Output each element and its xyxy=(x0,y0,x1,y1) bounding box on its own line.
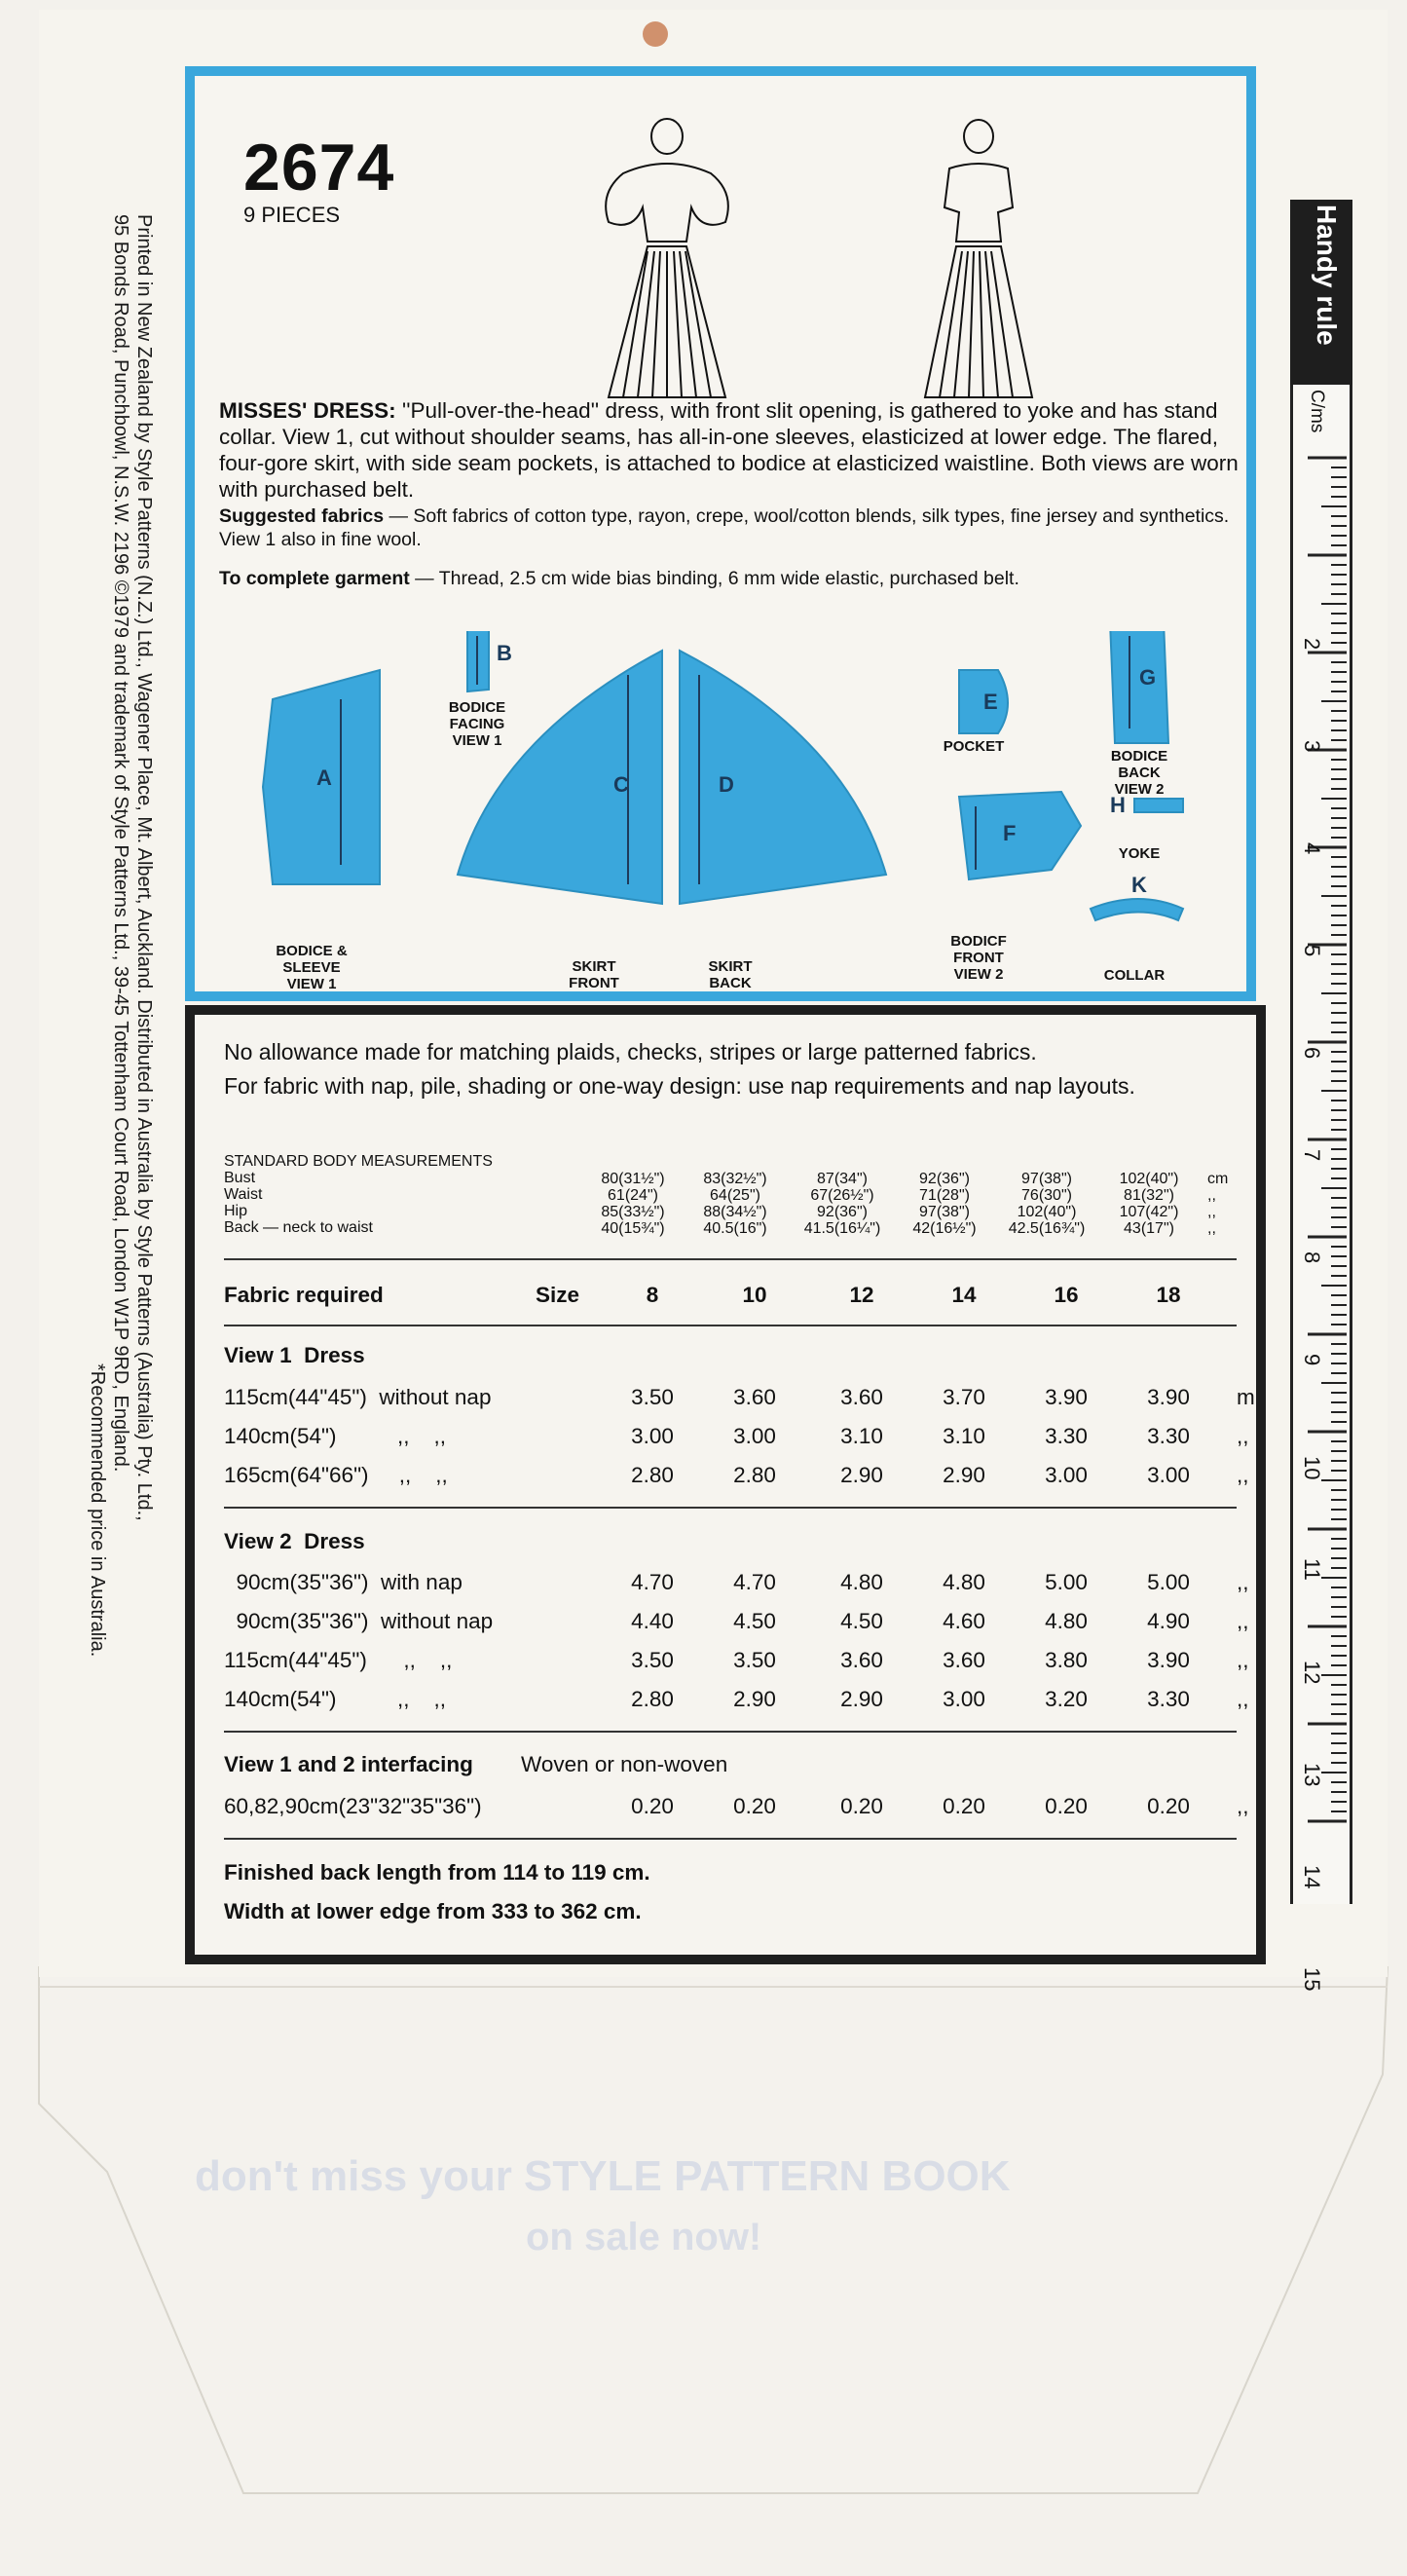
cell: 0.20 xyxy=(733,1794,776,1818)
ruler-number: 7 xyxy=(1300,1149,1324,1162)
piece-a-label xyxy=(253,943,370,992)
ruler-number: 6 xyxy=(1300,1047,1324,1060)
side-imprint-line-1: Printed in New Zealand by Style Patterns (N.Z.) Ltd., Wagener Place, Mt. Albert, Auckland. Distributed in Australia by Style Patterns (Australia) Pty. Ltd., xyxy=(133,214,155,1521)
cell: 3.50 xyxy=(631,1385,674,1409)
table-row xyxy=(224,1424,1256,1453)
size-label: Size xyxy=(536,1283,580,1307)
interfacing-note: Woven or non-woven xyxy=(521,1752,728,1776)
meas-12-bust: 87(34") xyxy=(817,1171,868,1187)
row-label: 140cm(54") ,, ,, xyxy=(224,1424,447,1448)
ruler-unit: C/ms xyxy=(1307,390,1327,433)
cell: 3.10 xyxy=(840,1424,883,1448)
cell: 3.10 xyxy=(943,1424,985,1448)
row-label: 115cm(44"45") ,, ,, xyxy=(224,1648,453,1672)
piece-b-letter: B xyxy=(497,641,512,665)
meas-18-waist: 81(32") xyxy=(1124,1187,1174,1204)
dress-view-2-illustration xyxy=(925,120,1032,397)
table-row xyxy=(224,1687,1256,1716)
piece-b-label-1: BODICE xyxy=(448,699,506,716)
cell: 4.80 xyxy=(1045,1609,1088,1633)
cell: 3.30 xyxy=(1147,1424,1190,1448)
measurements-title: STANDARD BODY MEASUREMENTS xyxy=(224,1153,493,1170)
cell: 3.00 xyxy=(1147,1463,1190,1487)
piece-g-label xyxy=(1086,748,1193,798)
meas-10-hip: 88(34½") xyxy=(703,1204,767,1220)
piece-b-label xyxy=(428,699,526,749)
row-unit: ,, xyxy=(1237,1463,1249,1487)
pattern-pieces-diagram xyxy=(234,631,1227,972)
cell: 0.20 xyxy=(631,1794,674,1818)
divider xyxy=(224,1507,1237,1509)
piece-g-label-1: BODICE xyxy=(1110,748,1168,765)
divider xyxy=(224,1838,1237,1840)
meas-8-hip: 85(33½") xyxy=(601,1204,665,1220)
cell: 3.30 xyxy=(1147,1687,1190,1711)
meas-8-bust: 80(31½") xyxy=(601,1171,665,1187)
meas-unit-ditto-1: ,, xyxy=(1207,1187,1216,1204)
finished-length-text: Finished back length from 114 to 119 cm. xyxy=(224,1860,650,1885)
size-18: 18 xyxy=(1156,1283,1181,1307)
piece-a-label-2: SLEEVE xyxy=(282,959,341,976)
meas-18-bust: 102(40") xyxy=(1119,1171,1179,1187)
fabric-required-label: Fabric required xyxy=(224,1283,384,1307)
meas-12-back: 41.5(16¼") xyxy=(803,1220,881,1237)
cell: 0.20 xyxy=(943,1794,985,1818)
piece-c-label-2: FRONT xyxy=(569,975,619,991)
piece-c-letter: C xyxy=(613,772,629,797)
description-text: ''Pull-over-the-head'' dress, with front slit opening, is gathered to yoke and has stand collar. View 1, cut without shoulder seams, has all-in-one sleeves, elasticized at lower edge. The flared, four-gore skirt, with side seam pockets, is attached to bodice at elasticized waistline. Both views are worn with purchased belt. xyxy=(219,398,1239,502)
piece-e-label-1: POCKET xyxy=(943,738,1005,755)
finished-length xyxy=(224,1860,1256,1889)
table-row xyxy=(224,1609,1256,1638)
complete-heading: To complete garment xyxy=(219,568,410,589)
cell: 0.20 xyxy=(840,1794,883,1818)
measurements-labels xyxy=(224,1153,493,1236)
interfacing-title-row xyxy=(224,1752,1256,1781)
cell: 4.40 xyxy=(631,1609,674,1633)
meas-col-14 xyxy=(901,1171,988,1237)
meas-14-hip: 97(38") xyxy=(919,1204,970,1220)
piece-f-label-3: VIEW 2 xyxy=(953,966,1004,983)
cell: 2.80 xyxy=(733,1463,776,1487)
cell: 3.60 xyxy=(840,1648,883,1672)
piece-e-letter: E xyxy=(983,690,998,714)
stain-mark xyxy=(643,21,668,47)
cell: 4.80 xyxy=(943,1570,985,1594)
meas-16-bust: 97(38") xyxy=(1021,1171,1072,1187)
cell: 4.50 xyxy=(733,1609,776,1633)
suggested-text: — Soft fabrics of cotton type, rayon, crepe, wool/cotton blends, silk types, fine jersey and synthetics. View 1 also in fine wool. xyxy=(219,505,1230,550)
cell: 2.90 xyxy=(943,1463,985,1487)
row-label: 90cm(35"36") with nap xyxy=(224,1570,463,1594)
cell: 2.80 xyxy=(631,1687,674,1711)
size-header-row xyxy=(224,1283,1256,1312)
view2-title xyxy=(224,1529,1256,1558)
row-unit: ,, xyxy=(1237,1609,1249,1633)
piece-a-label-3: VIEW 1 xyxy=(286,976,337,992)
side-imprint-line-2: 95 Bonds Road, Punchbowl, N.S.W. 2196 ©1979 and trademark of Style Patterns Ltd., 39-45 Tottenham Court Road, London W1P 9RD, England. xyxy=(110,214,131,1473)
table-row xyxy=(224,1794,1256,1823)
piece-k-label-1: COLLAR xyxy=(1103,967,1166,984)
dress-illustrations xyxy=(555,115,1100,407)
description-heading: MISSES' DRESS: xyxy=(219,398,396,423)
row-label: 140cm(54") ,, ,, xyxy=(224,1687,447,1711)
meas-8-back: 40(15¾") xyxy=(601,1220,665,1237)
note-nap: For fabric with nap, pile, shading or one-way design: use nap requirements and nap layouts. xyxy=(224,1073,1135,1099)
size-12: 12 xyxy=(849,1283,874,1307)
piece-h-shape xyxy=(1134,799,1183,812)
table-row xyxy=(224,1570,1256,1599)
ruler-number: 11 xyxy=(1300,1558,1324,1581)
ruler-number: 12 xyxy=(1300,1661,1324,1685)
cell: 3.20 xyxy=(1045,1687,1088,1711)
meas-waist-label: Waist xyxy=(224,1186,263,1203)
complete-text: — Thread, 2.5 cm wide bias binding, 6 mm wide elastic, purchased belt. xyxy=(409,568,1019,589)
flap-faded-subtext: on sale now! xyxy=(526,2216,762,2259)
piece-a-letter: A xyxy=(316,765,332,790)
cell: 5.00 xyxy=(1147,1570,1190,1594)
cell: 2.90 xyxy=(840,1687,883,1711)
size-10: 10 xyxy=(742,1283,767,1307)
cell: 2.90 xyxy=(840,1463,883,1487)
row-label: 165cm(64"66") ,, ,, xyxy=(224,1463,448,1487)
cell: 5.00 xyxy=(1045,1570,1088,1594)
divider xyxy=(224,1258,1237,1260)
piece-k-shape xyxy=(1091,899,1183,920)
meas-units xyxy=(1207,1171,1228,1237)
meas-14-waist: 71(28") xyxy=(919,1187,970,1204)
ruler-number: 13 xyxy=(1300,1763,1324,1787)
piece-c-label xyxy=(545,958,643,991)
piece-f-letter: F xyxy=(1003,821,1017,845)
divider xyxy=(224,1731,1237,1733)
meas-8-waist: 61(24") xyxy=(608,1187,658,1204)
meas-col-12 xyxy=(798,1171,886,1237)
ruler-number: 10 xyxy=(1300,1456,1324,1480)
meas-18-hip: 107(42") xyxy=(1119,1204,1179,1220)
row-unit: ,, xyxy=(1237,1687,1249,1711)
piece-f-label-2: FRONT xyxy=(953,950,1004,966)
note-plaids: No allowance made for matching plaids, checks, stripes or large patterned fabrics. xyxy=(224,1039,1037,1064)
view1-title xyxy=(224,1343,1256,1372)
flap-faded-text: don't miss your STYLE PATTERN BOOK xyxy=(195,2152,1011,2200)
cell: 4.70 xyxy=(733,1570,776,1594)
view2-title-text: View 2 Dress xyxy=(224,1529,365,1553)
meas-col-8 xyxy=(589,1171,677,1237)
meas-16-waist: 76(30") xyxy=(1021,1187,1072,1204)
cell: 3.50 xyxy=(733,1648,776,1672)
cell: 4.90 xyxy=(1147,1609,1190,1633)
meas-hip-label: Hip xyxy=(224,1203,248,1219)
row-label: 60,82,90cm(23"32"35"36") xyxy=(224,1794,482,1818)
row-unit: ,, xyxy=(1237,1794,1249,1818)
handy-rule-title-text: Handy rule xyxy=(1312,205,1342,346)
row-unit: ,, xyxy=(1237,1648,1249,1672)
row-unit: m xyxy=(1237,1385,1255,1409)
cell: 3.80 xyxy=(1045,1648,1088,1672)
size-8: 8 xyxy=(646,1283,659,1307)
ruler-number: 9 xyxy=(1300,1354,1324,1366)
cell: 3.50 xyxy=(631,1648,674,1672)
piece-c-label-1: SKIRT xyxy=(572,958,616,975)
piece-d-shape xyxy=(680,651,886,904)
meas-unit-ditto-2: ,, xyxy=(1207,1204,1216,1220)
piece-f-label xyxy=(925,933,1032,983)
divider xyxy=(224,1325,1237,1326)
cell: 3.00 xyxy=(631,1424,674,1448)
table-row xyxy=(224,1463,1256,1492)
piece-h-label-1: YOKE xyxy=(1118,845,1161,862)
cell: 4.50 xyxy=(840,1609,883,1633)
meas-col-16 xyxy=(1003,1171,1091,1237)
piece-k-label xyxy=(1081,967,1188,984)
ruler-number: 8 xyxy=(1300,1251,1324,1264)
cell: 3.30 xyxy=(1045,1424,1088,1448)
pattern-info-panel xyxy=(185,66,1256,1001)
cell: 0.20 xyxy=(1045,1794,1088,1818)
pattern-number: 2674 xyxy=(243,131,395,205)
piece-b-label-3: VIEW 1 xyxy=(452,732,502,749)
cell: 3.90 xyxy=(1147,1648,1190,1672)
size-14: 14 xyxy=(951,1283,977,1307)
piece-d-label-1: SKIRT xyxy=(708,958,753,975)
view1-title-text: View 1 Dress xyxy=(224,1343,365,1367)
cell: 2.80 xyxy=(631,1463,674,1487)
pieces-count: 9 PIECES xyxy=(243,203,341,227)
meas-bust-label: Bust xyxy=(224,1170,256,1186)
finished-width xyxy=(224,1899,1256,1928)
row-label: 90cm(35"36") without nap xyxy=(224,1609,494,1633)
cell: 3.90 xyxy=(1045,1385,1088,1409)
piece-g-label-2: BACK xyxy=(1118,765,1161,781)
cell: 3.00 xyxy=(1045,1463,1088,1487)
meas-18-back: 43(17") xyxy=(1124,1220,1174,1237)
piece-g-label-3: VIEW 2 xyxy=(1114,781,1165,798)
meas-unit-cm: cm xyxy=(1207,1171,1229,1187)
table-row xyxy=(224,1648,1256,1677)
piece-d-label xyxy=(682,958,779,991)
piece-e-label xyxy=(920,738,1027,755)
finished-width-text: Width at lower edge from 333 to 362 cm. xyxy=(224,1899,642,1923)
meas-back-label: Back — neck to waist xyxy=(224,1219,373,1236)
cell: 3.60 xyxy=(943,1648,985,1672)
handy-rule-title xyxy=(1295,205,1348,380)
meas-unit-ditto-3: ,, xyxy=(1207,1220,1216,1237)
piece-h-letter: H xyxy=(1110,793,1126,817)
cell: 4.60 xyxy=(943,1609,985,1633)
cell: 2.90 xyxy=(733,1687,776,1711)
meas-16-back: 42.5(16¾") xyxy=(1008,1220,1086,1237)
cell: 4.80 xyxy=(840,1570,883,1594)
piece-b-label-2: FACING xyxy=(449,716,505,732)
ruler-number: 15 xyxy=(1300,1967,1324,1992)
garment-description xyxy=(219,397,1241,503)
cell: 3.60 xyxy=(840,1385,883,1409)
ruler-number: 4 xyxy=(1300,842,1324,855)
piece-h-label xyxy=(1100,845,1178,862)
cell: 3.00 xyxy=(733,1424,776,1448)
meas-12-waist: 67(26½") xyxy=(810,1187,874,1204)
meas-14-back: 42(16½") xyxy=(912,1220,977,1237)
row-unit: ,, xyxy=(1237,1424,1249,1448)
meas-10-back: 40.5(16") xyxy=(703,1220,767,1237)
cell: 4.70 xyxy=(631,1570,674,1594)
table-row xyxy=(224,1385,1256,1414)
fabric-chart-panel xyxy=(185,1005,1266,1964)
meas-14-bust: 92(36") xyxy=(919,1171,970,1187)
cell: 3.00 xyxy=(943,1687,985,1711)
cell: 3.90 xyxy=(1147,1385,1190,1409)
meas-16-hip: 102(40") xyxy=(1017,1204,1077,1220)
suggested-heading: Suggested fabrics xyxy=(219,505,385,527)
side-imprint-line-3: *Recommended price in Australia. xyxy=(87,1363,108,1658)
dress-view-1-illustration xyxy=(606,119,728,397)
cell: 3.70 xyxy=(943,1385,985,1409)
suggested-fabrics xyxy=(219,504,1241,551)
piece-g-letter: G xyxy=(1139,665,1157,690)
piece-a-label-1: BODICE & xyxy=(276,943,348,959)
side-imprint xyxy=(39,214,166,1675)
meas-10-waist: 64(25") xyxy=(710,1187,760,1204)
cell: 0.20 xyxy=(1147,1794,1190,1818)
piece-d-label-2: BACK xyxy=(709,975,752,991)
meas-col-18 xyxy=(1105,1171,1193,1237)
meas-col-10 xyxy=(691,1171,779,1237)
meas-10-bust: 83(32½") xyxy=(703,1171,767,1187)
ruler-number: 2 xyxy=(1300,638,1324,651)
ruler-number: 3 xyxy=(1300,740,1324,753)
cell: 3.60 xyxy=(733,1385,776,1409)
meas-12-hip: 92(36") xyxy=(817,1204,868,1220)
piece-k-letter: K xyxy=(1131,873,1147,897)
piece-f-shape xyxy=(959,792,1081,879)
complete-garment xyxy=(219,568,1241,590)
ruler-number: 14 xyxy=(1300,1865,1324,1889)
interfacing-title: View 1 and 2 interfacing xyxy=(224,1752,473,1776)
ruler-number: 5 xyxy=(1300,945,1324,957)
row-unit: ,, xyxy=(1237,1570,1249,1594)
piece-f-label-1: BODICF xyxy=(950,933,1007,950)
row-label: 115cm(44"45") without nap xyxy=(224,1385,492,1409)
piece-d-letter: D xyxy=(719,772,734,797)
size-16: 16 xyxy=(1054,1283,1079,1307)
